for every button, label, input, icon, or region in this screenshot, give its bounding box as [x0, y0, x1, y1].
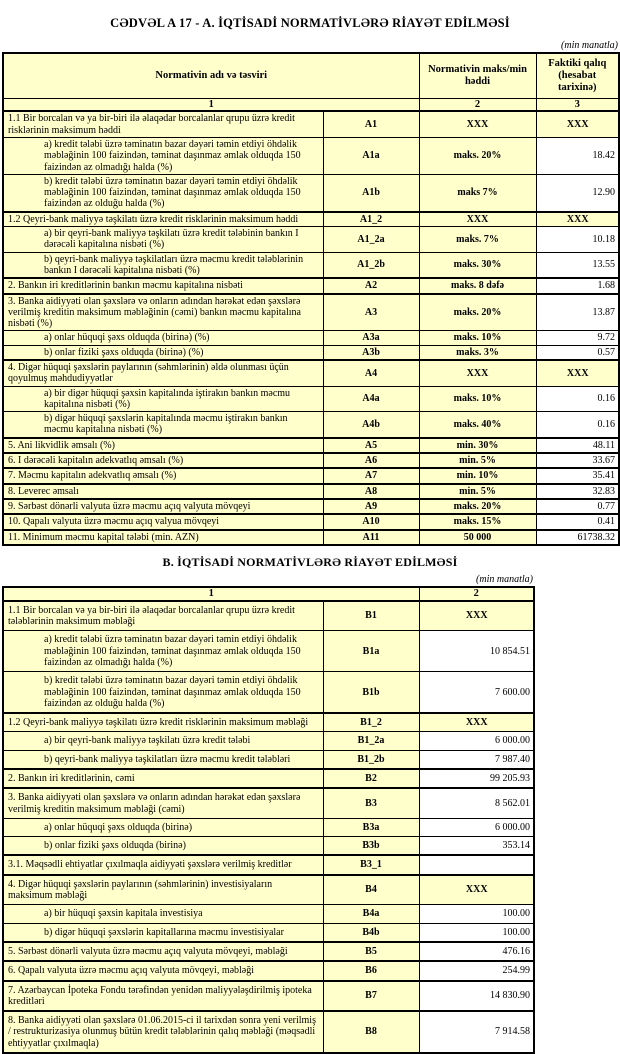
table-row	[3, 961, 534, 980]
row-code: B1_2	[323, 713, 419, 732]
table-row	[3, 942, 534, 961]
row-limit: maks. 20%	[419, 499, 536, 514]
row-description: 3. Banka aidiyyəti olan şəxslərə və onların adından hərəkət edən şəxslərə verilmiş kreditin maksimum məbləği (cəmi)	[3, 788, 323, 818]
row-limit: maks. 40%	[419, 412, 536, 438]
row-description: 4. Digər hüquqi şəxslərin paylarının (səhmlərinin) əldə olunması üçün qoyulmuş məhdudiyyətlər	[3, 360, 323, 386]
table-row	[3, 788, 534, 818]
row-limit: XXX	[419, 360, 536, 386]
row-description: 8. Banka aidiyyəti olan şəxslərə 01.06.2015-ci il tarixdən sonra yeni verilmiş / restrukturizasiya olunmuş bütün kredit tələblərinin qalıq məbləği (məqsədli ehtiyyatlar çıxılmaqla)	[3, 1011, 323, 1053]
table-b-title: B. İQTİSADİ NORMATİVLƏRƏ RİAYƏT EDİLMƏSİ	[162, 554, 458, 569]
row-description: b) qeyri-bank maliyyə təşkilatları üzrə məcmu kredit tələblərinin bankın I dərəcəli kapitalına nisbəti (%)	[3, 252, 323, 278]
row-value: 7 987.40	[419, 750, 534, 769]
row-value: 7 600.00	[419, 672, 534, 713]
row-code: A9	[323, 499, 419, 514]
row-code: A1_2b	[323, 252, 419, 278]
row-code: B7	[323, 981, 419, 1012]
row-value: XXX	[419, 713, 534, 732]
row-value: 6 000.00	[419, 818, 534, 836]
table-row	[3, 875, 534, 905]
table-row	[3, 174, 619, 211]
row-code: A2	[323, 278, 419, 293]
table-b	[2, 586, 535, 1054]
row-value: 6 000.00	[419, 732, 534, 750]
table-row	[3, 438, 619, 453]
row-value: 100.00	[419, 905, 534, 923]
row-value: 8 562.01	[419, 788, 534, 818]
table-b-colnum-2: 2	[419, 587, 534, 601]
row-code: B1_2b	[323, 750, 419, 769]
row-description: 11. Minimum məcmu kapital tələbi (min. AZN)	[3, 530, 323, 545]
row-description: a) bir qeyri-bank maliyyə təşkilatı üzrə kredit tələbinin bankın I dərəcəli kapitalına nisbəti (%)	[3, 227, 323, 253]
row-actual-value: 61738.32	[536, 530, 619, 545]
row-limit: maks. 20%	[419, 137, 536, 174]
row-limit: min. 5%	[419, 453, 536, 468]
table-row	[3, 137, 619, 174]
row-description: 1.1 Bir borcalan və ya bir-biri ilə əlaqədar borcalanlar qrupu üzrə kredit tələblərinin maksimum məbləği	[3, 601, 323, 631]
row-limit: XXX	[419, 212, 536, 227]
row-value: 100.00	[419, 923, 534, 942]
row-code: A3	[323, 294, 419, 331]
row-code: A4a	[323, 386, 419, 412]
row-limit: maks. 30%	[419, 252, 536, 278]
table-row	[3, 1011, 534, 1053]
row-description: b) onlar fiziki şəxs olduqda (birinə)	[3, 837, 323, 856]
table-row	[3, 514, 619, 529]
row-code: A4b	[323, 412, 419, 438]
table-row	[3, 905, 534, 923]
table-row	[3, 601, 534, 631]
table-row	[3, 278, 619, 293]
row-description: a) kredit tələbi üzrə təminatın bazar dəyəri təmin etdiyi öhdəlik məbləğinin 100 faizindən, təminat daşınmaz əmlak olduqda 150 faizindən az olmadığı halda (%)	[3, 137, 323, 174]
row-actual-value: 9.72	[536, 331, 619, 345]
row-limit: maks 7%	[419, 174, 536, 211]
row-limit: maks. 10%	[419, 386, 536, 412]
row-code: A6	[323, 453, 419, 468]
row-code: B2	[323, 769, 419, 788]
row-description: a) bir qeyri-bank maliyyə təşkilatı üzrə kredit tələbi	[3, 732, 323, 750]
table-row	[3, 360, 619, 386]
row-description: b) kredit tələbi üzrə təminatın bazar dəyəri təmin etdiyi öhdəlik məbləğinin 100 faizindən, təminat daşınmaz əmlak olduqda 150 faizindən az olduğu halda (%)	[3, 174, 323, 211]
table-a-header-name: Normativin adı və təsviri	[3, 53, 419, 98]
row-description: a) kredit tələbi üzrə təminatın bazar dəyəri təmin etdiyi öhdəlik məbləğinin 100 faizindən, təminat daşınmaz əmlak olduqda 150 faizindən az olmadığı halda (%)	[3, 631, 323, 672]
table-row	[3, 294, 619, 331]
table-row	[3, 453, 619, 468]
table-row	[3, 484, 619, 499]
row-code: B3	[323, 788, 419, 818]
row-description: b) kredit tələbi üzrə təminatın bazar dəyəri təmin etdiyi öhdəlik məbləğinin 100 faizindən, təminat daşınmaz əmlak olduqda 150 faizindən az olduğu halda (%)	[3, 672, 323, 713]
row-actual-value: 10.18	[536, 227, 619, 253]
table-row	[3, 111, 619, 137]
row-description: 7. Məcmu kapitalın adekvatlıq əmsalı (%)	[3, 468, 323, 483]
table-row	[3, 331, 619, 345]
row-code: B1	[323, 601, 419, 631]
row-value: 99 205.93	[419, 769, 534, 788]
row-value: 14 830.90	[419, 981, 534, 1012]
table-b-column-numbers-row	[3, 587, 534, 601]
row-value: 7 914.58	[419, 1011, 534, 1053]
table-a-colnum-1: 1	[3, 98, 419, 111]
row-limit: maks. 10%	[419, 331, 536, 345]
table-row	[3, 855, 534, 874]
row-actual-value: 12.90	[536, 174, 619, 211]
row-code: B8	[323, 1011, 419, 1053]
row-value: 10 854.51	[419, 631, 534, 672]
row-actual-value: XXX	[536, 360, 619, 386]
table-row	[3, 769, 534, 788]
table-b-colnum-1: 1	[3, 587, 419, 601]
row-limit: min. 5%	[419, 484, 536, 499]
table-row	[3, 750, 534, 769]
row-code: B5	[323, 942, 419, 961]
row-description: 9. Sərbəst dönərli valyuta üzrə məcmu açıq valyuta mövqeyi	[3, 499, 323, 514]
row-code: A11	[323, 530, 419, 545]
table-row	[3, 212, 619, 227]
row-description: a) onlar hüquqi şəxs olduqda (birinə) (%)	[3, 331, 323, 345]
table-a	[2, 52, 620, 546]
table-row	[3, 923, 534, 942]
table-row	[3, 345, 619, 360]
row-description: 8. Leverec əmsalı	[3, 484, 323, 499]
row-description: a) bir digər hüquqi şəxsin kapitalında iştirakın bankın məcmu kapitalına nisbəti (%)	[3, 386, 323, 412]
row-code: A7	[323, 468, 419, 483]
row-limit: maks. 15%	[419, 514, 536, 529]
row-code: B4	[323, 875, 419, 905]
row-code: A10	[323, 514, 419, 529]
row-description: 6. Qapalı valyuta üzrə məcmu açıq valyuta mövqeyi, məbləği	[3, 961, 323, 980]
table-row	[3, 252, 619, 278]
row-actual-value: 35.41	[536, 468, 619, 483]
table-row	[3, 412, 619, 438]
row-code: A1_2	[323, 212, 419, 227]
row-limit: maks. 8 dəfə	[419, 278, 536, 293]
table-a-column-numbers-row	[3, 98, 619, 111]
row-description: 2. Bankın iri kreditlərinin, cəmi	[3, 769, 323, 788]
table-row	[3, 631, 534, 672]
row-code: B6	[323, 961, 419, 980]
row-actual-value: 0.77	[536, 499, 619, 514]
row-limit: maks. 20%	[419, 294, 536, 331]
row-code: B4b	[323, 923, 419, 942]
row-actual-value: 18.42	[536, 137, 619, 174]
row-actual-value: 13.55	[536, 252, 619, 278]
row-description: 10. Qapalı valyuta üzrə məcmu açıq valyua mövqeyi	[3, 514, 323, 529]
table-a-body	[3, 111, 619, 545]
row-description: 1.2 Qeyri-bank maliyyə təşkilatı üzrə kredit risklərinin maksimum məbləği	[3, 713, 323, 732]
row-limit: min. 30%	[419, 438, 536, 453]
row-value	[419, 855, 534, 874]
table-row	[3, 227, 619, 253]
unit-note-b: (min manatla)	[476, 573, 533, 585]
document	[0, 16, 620, 1054]
table-row	[3, 713, 534, 732]
row-code: A1_2a	[323, 227, 419, 253]
row-actual-value: 33.67	[536, 453, 619, 468]
row-limit: maks. 7%	[419, 227, 536, 253]
row-actual-value: 0.16	[536, 386, 619, 412]
row-code: A3b	[323, 345, 419, 360]
table-row	[3, 818, 534, 836]
unit-note-a: (min manatla)	[561, 40, 618, 51]
row-description: b) digər hüquqi şəxslərin kapitallarına məcmu investisiyalar	[3, 923, 323, 942]
row-actual-value: XXX	[536, 212, 619, 227]
table-row	[3, 499, 619, 514]
row-description: a) onlar hüquqi şəxs olduqda (birinə)	[3, 818, 323, 836]
table-row	[3, 468, 619, 483]
row-description: a) bir hüquqi şəxsin kapitala investisiya	[3, 905, 323, 923]
row-code: A4	[323, 360, 419, 386]
table-a-header-row	[3, 53, 619, 98]
row-code: A1a	[323, 137, 419, 174]
row-description: 5. Ani likvidlik əmsalı (%)	[3, 438, 323, 453]
row-description: b) digər hüquqi şəxslərin kapitalında məcmu iştirakın bankın məcmu kapitalına nisbəti (%)	[3, 412, 323, 438]
row-code: A8	[323, 484, 419, 499]
row-actual-value: 0.41	[536, 514, 619, 529]
table-a-header-actual: Faktiki qalıq (hesabat tarixinə)	[536, 53, 619, 98]
row-code: B3a	[323, 818, 419, 836]
table-a-header-limit: Normativin maks/min həddi	[419, 53, 536, 98]
table-row	[3, 732, 534, 750]
row-code: B1a	[323, 631, 419, 672]
row-actual-value: 1.68	[536, 278, 619, 293]
row-value: 353.14	[419, 837, 534, 856]
row-actual-value: 0.16	[536, 412, 619, 438]
row-description: 6. I dərəcəli kapitalın adekvatlıq əmsalı (%)	[3, 453, 323, 468]
table-row	[3, 981, 534, 1012]
row-description: 3.1. Məqsədli ehtiyatlar çıxılmaqla aidiyyəti şəxslərə verilmiş kreditlər	[3, 855, 323, 874]
row-value: XXX	[419, 875, 534, 905]
row-value: 476.16	[419, 942, 534, 961]
table-a-title: CƏDVƏL A 17 - A. İQTİSADİ NORMATİVLƏRƏ RİAYƏT EDİLMƏSİ	[110, 16, 510, 30]
row-code: A1b	[323, 174, 419, 211]
table-row	[3, 530, 619, 545]
row-actual-value: 48.11	[536, 438, 619, 453]
row-limit: min. 10%	[419, 468, 536, 483]
row-description: 7. Azərbaycan İpoteka Fondu tərəfindən yenidən maliyyələşdirilmiş ipoteka kreditləri	[3, 981, 323, 1012]
row-description: 1.2 Qeyri-bank maliyyə təşkilatı üzrə kredit risklərinin maksimum həddi	[3, 212, 323, 227]
row-code: A5	[323, 438, 419, 453]
row-actual-value: 32.83	[536, 484, 619, 499]
row-code: A3a	[323, 331, 419, 345]
row-code: B1_2a	[323, 732, 419, 750]
row-description: 5. Sərbəst dönərli valyuta üzrə məcmu açıq valyuta mövqeyi, məbləği	[3, 942, 323, 961]
row-code: B3b	[323, 837, 419, 856]
row-description: 3. Banka aidiyyəti olan şəxslərə və onların adından hərəkət edən şəxslərə verilmiş kreditin maksimum məbləğinin (cəmi) bankın məcmu kapitalına nisbəti (%)	[3, 294, 323, 331]
table-row	[3, 672, 534, 713]
table-a-colnum-3: 3	[536, 98, 619, 111]
row-code: A1	[323, 111, 419, 137]
row-value: XXX	[419, 601, 534, 631]
row-value: 254.99	[419, 961, 534, 980]
row-limit: XXX	[419, 111, 536, 137]
row-description: b) onlar fiziki şəxs olduqda (birinə) (%)	[3, 345, 323, 360]
row-actual-value: XXX	[536, 111, 619, 137]
row-code: B3_1	[323, 855, 419, 874]
row-description: 4. Digər hüquqi şəxslərin paylarının (səhmlərinin) investisiyaların maksimum məbləği	[3, 875, 323, 905]
table-a-colnum-2: 2	[419, 98, 536, 111]
row-limit: 50 000	[419, 530, 536, 545]
row-limit: maks. 3%	[419, 345, 536, 360]
row-description: b) qeyri-bank maliyyə təşkilatları üzrə məcmu kredit tələbləri	[3, 750, 323, 769]
row-code: B1b	[323, 672, 419, 713]
row-actual-value: 0.57	[536, 345, 619, 360]
row-code: B4a	[323, 905, 419, 923]
row-actual-value: 13.87	[536, 294, 619, 331]
table-row	[3, 386, 619, 412]
row-description: 1.1 Bir borcalan və ya bir-biri ilə əlaqədar borcalanlar qrupu üzrə kredit risklərinin maksimum həddi	[3, 111, 323, 137]
table-row	[3, 837, 534, 856]
table-b-body	[3, 601, 534, 1053]
row-description: 2. Bankın iri kreditlərinin bankın məcmu kapitalına nisbəti	[3, 278, 323, 293]
